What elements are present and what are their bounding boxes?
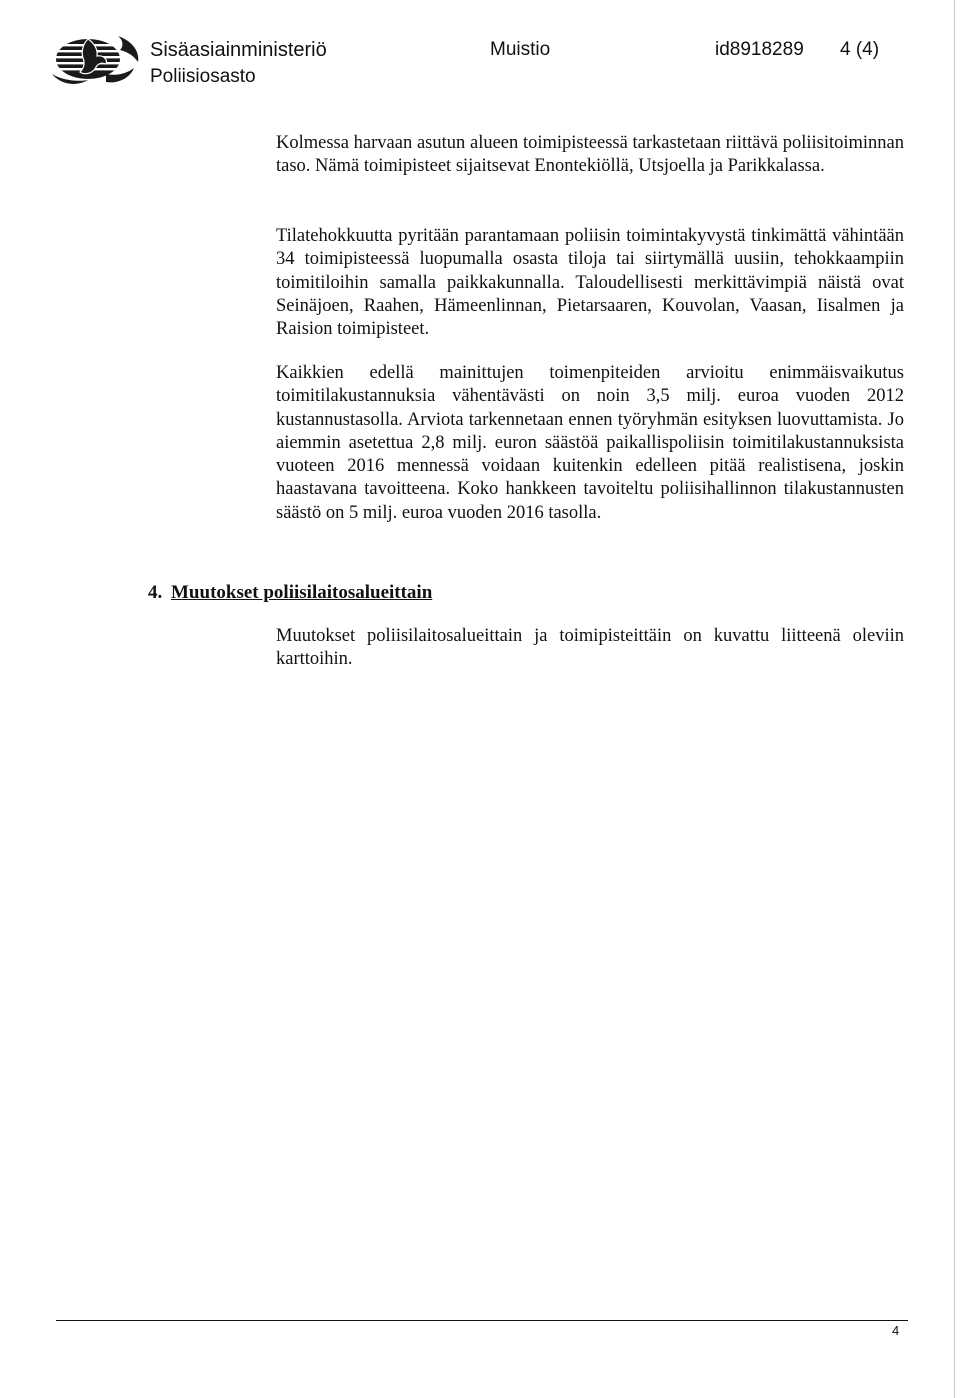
footer-page-number: 4 [892,1323,900,1338]
paragraph-space-efficiency: Tilatehokkuutta pyritään parantamaan poliisin toimintakyvystä tinkimättä vähintään 34 toimipisteessä luopumalla osasta tiloja tai siirtymällä uusiin, tehokkaampiin toimitiloihin samalla paikkakunnalla. Taloudellisesti merkittävimpiä näistä ovat Seinäjoen, Raahen, Hämeenlinnan, Pietarsaaren, Kouvolan, Vaasan, Iisalmen ja Raision toimipisteet. [276,226,904,340]
ministry-logo-icon [48,30,144,88]
organization-name: Sisäasiainministeriö [150,39,327,61]
document-type: Muistio [490,39,551,60]
document-header [48,28,928,98]
paragraph-cost-impact: Kaikkien edellä mainittujen toimenpiteiden arvioitu enimmäisvaikutus toimitilakustannuksia vähentävästi on noin 3,5 milj. euroa vuoden 2012 kustannustasolla. Arviota tarkennetaan ennen työryhmän esityksen luovuttamista. Jo aiemmin asetettua 2,8 milj. euron säästöä paikallispoliisin toimitilakustannuksista vuoteen 2016 mennessä voidaan kuitenkin edelleen pitää realistisena, joskin haastavana tavoitteena. Koko hankkeen tavoiteltu poliisihallinnon tilakustannusten säästö on 5 milj. euroa vuoden 2016 tasolla. [276,363,904,523]
scan-margin-line [954,0,955,1398]
paragraph-sparsely-populated-units: Kolmessa harvaan asutun alueen toimipisteessä tarkastetaan riittävä poliisitoiminnan taso. Nämä toimipisteet sijaitsevat Enontekiöllä, Utsjoella ja Parikkalassa. [276,133,904,177]
department-name: Poliisiosasto [150,66,256,87]
page-indicator: 4 (4) [840,39,880,60]
section-title: Muutokset poliisilaitosalueittain [171,582,433,603]
section-number: 4. [148,582,163,603]
section-paragraph: Muutokset poliisilaitosalueittain ja toimipisteittäin on kuvattu liitteenä oleviin karttoihin. [276,626,904,670]
document-id: id8918289 [715,39,804,60]
footer-divider [56,1320,908,1321]
section-heading [148,582,432,604]
